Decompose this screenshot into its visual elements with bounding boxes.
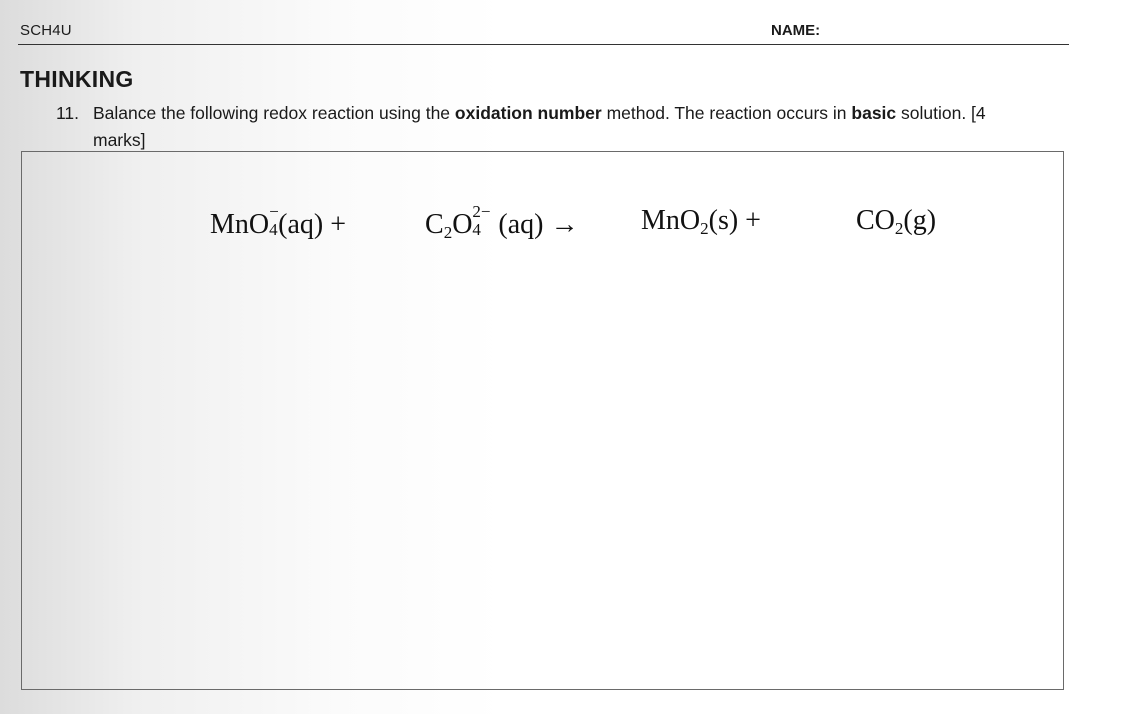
header-divider [18, 44, 1069, 45]
reactant-permanganate: MnO − 4 (aq) + [210, 202, 346, 240]
section-title: THINKING [20, 66, 134, 92]
question-text: Balance the following redox reaction using the oxidation number method. The reaction occurs in basic solution. [4 marks] [93, 103, 986, 150]
emphasis-basic: basic [851, 103, 897, 123]
question-11 [56, 100, 1036, 154]
question-number: 11. [56, 103, 80, 123]
course-code: SCH4U [20, 22, 72, 39]
emphasis-oxidation-number: oxidation number [454, 103, 602, 123]
reactant-oxalate: $C_2O$ 2− 4 (aq) → [425, 202, 579, 243]
product-manganese-dioxide: MnO$_2$(s) + [641, 205, 761, 239]
name-label: NAME: [771, 22, 821, 39]
product-carbon-dioxide: $CO_2(g)$ [856, 205, 937, 239]
